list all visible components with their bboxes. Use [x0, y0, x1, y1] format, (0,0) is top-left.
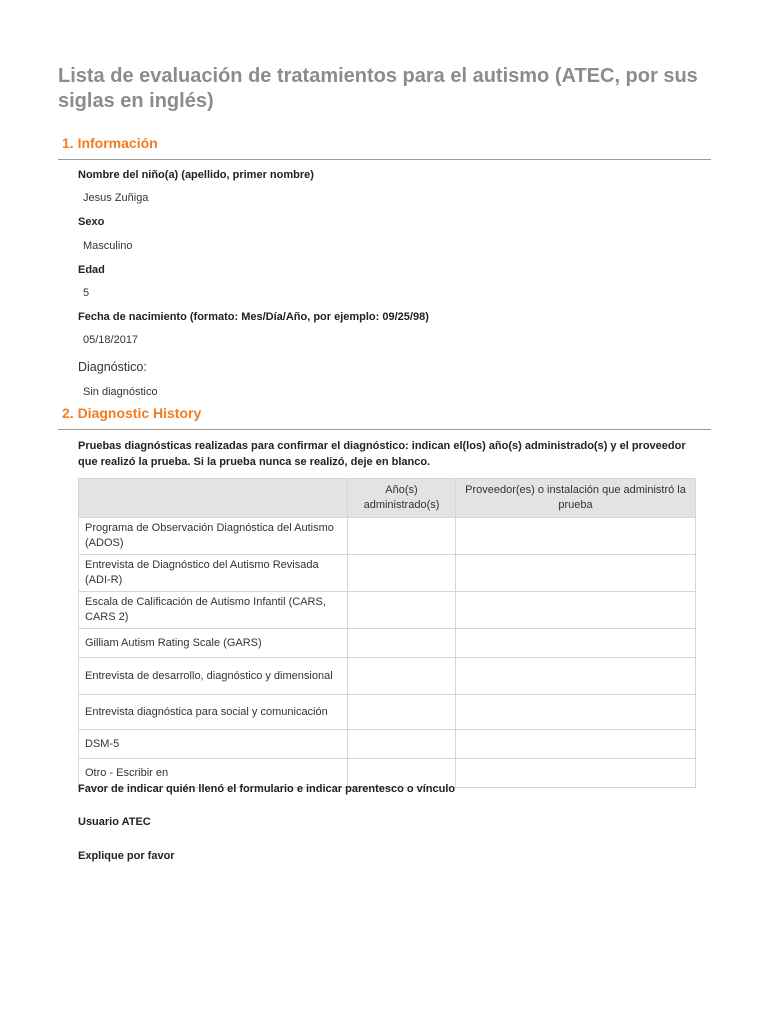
- diagnostic-instructions: Pruebas diagnósticas realizadas para confirmar el diagnóstico: indican el(los) año(s) administrado(s) y el proveedor que realizó la prueba. Si la prueba nunca se realizó, deje en blanco.: [78, 440, 686, 468]
- years-cell[interactable]: [348, 555, 456, 592]
- explain-label: Explique por favor: [78, 850, 175, 862]
- test-name-cell: Entrevista de desarrollo, diagnóstico y dimensional: [79, 658, 348, 695]
- table-header-years: Año(s) administrado(s): [348, 479, 456, 518]
- atec-user-label: Usuario ATEC: [78, 816, 151, 828]
- table-row: [79, 629, 696, 658]
- birthdate-value: 05/18/2017: [83, 334, 139, 346]
- provider-cell[interactable]: [456, 695, 696, 730]
- test-name-cell: Otro - Escribir en: [79, 759, 348, 788]
- provider-cell[interactable]: [456, 518, 696, 555]
- years-cell[interactable]: [348, 629, 456, 658]
- age-value: 5: [83, 287, 90, 299]
- table-row: [79, 658, 696, 695]
- sex-value: Masculino: [83, 240, 133, 252]
- section-heading-diagnostic-history: 2. Diagnostic History: [62, 405, 202, 421]
- test-name-cell: Entrevista de Diagnóstico del Autismo Revisada (ADI-R): [79, 555, 348, 592]
- test-name-cell: Entrevista diagnóstica para social y comunicación: [79, 695, 348, 730]
- form-filler-label: Favor de indicar quién llenó el formulario e indicar parentesco o vínculo: [78, 783, 456, 795]
- child-name-value: Jesus Zuñiga: [83, 192, 149, 204]
- age-label: Edad: [78, 264, 105, 276]
- table-header-provider: Proveedor(es) o instalación que administró la prueba: [456, 479, 696, 518]
- document-title: Lista de evaluación de tratamientos para el autismo (ATEC, por sus siglas en inglés): [58, 65, 698, 112]
- table-row: [79, 555, 696, 592]
- years-cell[interactable]: [348, 592, 456, 629]
- birthdate-label: Fecha de nacimiento (formato: Mes/Día/Año, por ejemplo: 09/25/98): [78, 311, 429, 323]
- test-name-cell: Gilliam Autism Rating Scale (GARS): [79, 629, 348, 658]
- table-header-row: [79, 479, 696, 518]
- years-cell[interactable]: [348, 518, 456, 555]
- provider-cell[interactable]: [456, 759, 696, 788]
- section-heading-informacion: 1. Información: [62, 135, 158, 151]
- provider-cell[interactable]: [456, 592, 696, 629]
- table-row: [79, 592, 696, 629]
- provider-cell[interactable]: [456, 555, 696, 592]
- test-name-cell: Programa de Observación Diagnóstica del Autismo (ADOS): [79, 518, 348, 555]
- provider-cell[interactable]: [456, 629, 696, 658]
- child-name-label: Nombre del niño(a) (apellido, primer nombre): [78, 169, 314, 181]
- provider-cell[interactable]: [456, 658, 696, 695]
- years-cell[interactable]: [348, 658, 456, 695]
- test-name-cell: DSM-5: [79, 730, 348, 759]
- table-row: [79, 730, 696, 759]
- section-divider: [58, 429, 711, 430]
- diagnosis-label: Diagnóstico:: [78, 360, 147, 374]
- table-header-test: [79, 479, 348, 518]
- provider-cell[interactable]: [456, 730, 696, 759]
- diagnostic-tests-table: [78, 478, 696, 788]
- section-divider: [58, 159, 711, 160]
- years-cell[interactable]: [348, 695, 456, 730]
- test-name-cell: Escala de Calificación de Autismo Infantil (CARS, CARS 2): [79, 592, 348, 629]
- table-row: [79, 695, 696, 730]
- diagnosis-value: Sin diagnóstico: [83, 386, 158, 398]
- sex-label: Sexo: [78, 216, 105, 228]
- table-row: [79, 518, 696, 555]
- years-cell[interactable]: [348, 730, 456, 759]
